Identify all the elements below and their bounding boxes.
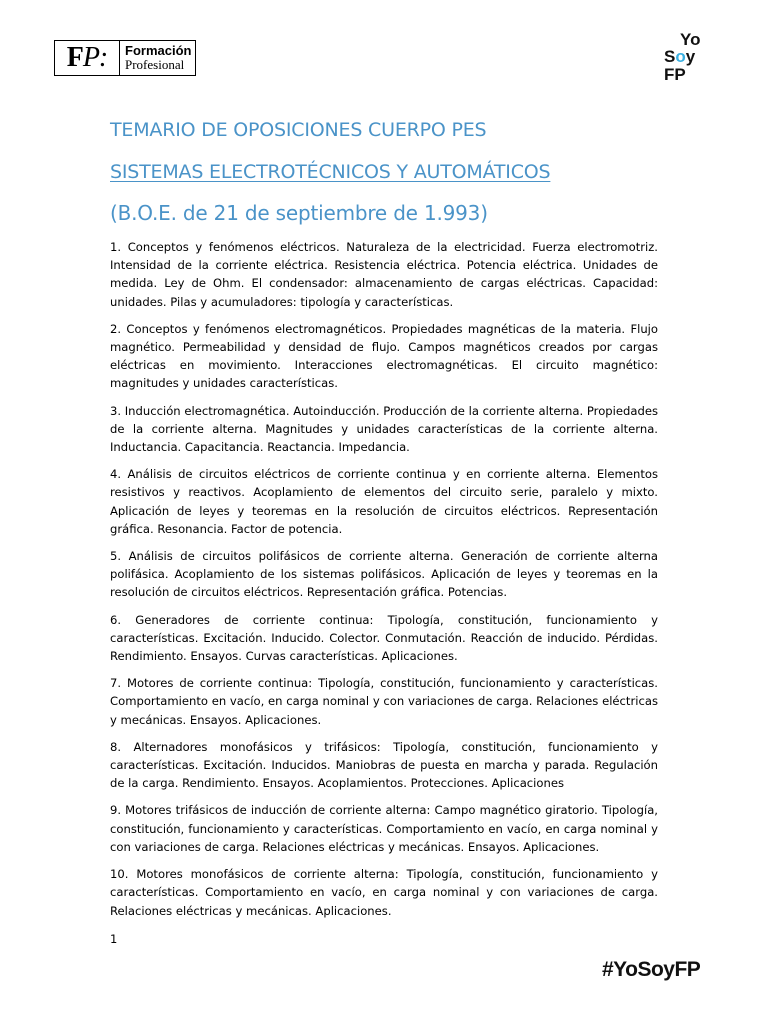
- topic-item: 1. Conceptos y fenómenos eléctricos. Naturaleza de la electricidad. Fuerza electromotriz. Intensidad de la corriente eléctrica. Resistencia eléctrica. Potencia eléctrica. Unidades de medida. Ley de Ohm. El condensador: almacenamiento de cargas eléctricas. Capacidad: unidades. Pilas y acumuladores: tipología y características.: [110, 240, 658, 309]
- topic-item: 6. Generadores de corriente continua: Tipología, constitución, funcionamiento y características. Excitación. Inducido. Colector. Conmutación. Reacción de inducido. Pérdidas. Rendimiento. Ensayos. Curvas características. Aplicaciones.: [110, 612, 658, 664]
- fp-logo-line2: Profesional: [125, 57, 185, 72]
- topic-item: 9. Motores trifásicos de inducción de corriente alterna: Campo magnético giratorio. Tipología, constitución, funcionamiento y características. Comportamiento en vacío, en carga nominal y con variaciones de carga. Relaciones eléctricas y mecánicas. Ensayos. Aplicaciones.: [110, 803, 658, 854]
- yosoyfp-logo-s: S: [664, 47, 676, 66]
- fp-logo-text: [120, 41, 195, 75]
- topic-item: 8. Alternadores monofásicos y trifásicos: Tipología, constitución, funcionamiento y características. Excitación. Inducidos. Maniobras de puesta en marcha y parada. Regulación de la carga. Rendimiento. Ensayos. Acoplamientos. Protecciones. Aplicaciones: [110, 739, 658, 791]
- topic-item: 4. Análisis de circuitos eléctricos de corriente continua y en corriente alterna. Elementos resistivos y reactivos. Acoplamiento de elementos del circuito serie, paralelo y mixto. Aplicación de leyes y teoremas en la resolución de circuitos eléctricos. Representación gráfica. Resonancia. Factor de potencia.: [110, 467, 658, 536]
- yosoyfp-logo: [664, 32, 716, 88]
- page-number: 1: [110, 932, 118, 946]
- document-boe-reference: (B.O.E. de 21 de septiembre de 1.993): [110, 201, 488, 225]
- fp-logo-mark-p: P:: [82, 42, 108, 73]
- formacion-profesional-logo: [54, 40, 196, 76]
- topic-item: 5. Análisis de circuitos polifásicos de corriente alterna. Generación de corriente alterna polifásica. Acoplamiento de los sistemas polifásicos. Aplicación de leyes y teoremas en la resolución de circuitos eléctricos. Representación gráfica. Potencias.: [110, 549, 658, 600]
- yosoyfp-logo-o: o: [675, 47, 686, 66]
- topics-list: [110, 238, 658, 929]
- yosoyfp-logo-line3: FP: [664, 65, 686, 84]
- document-subtitle: SISTEMAS ELECTROTÉCNICOS Y AUTOMÁTICOS: [110, 161, 551, 183]
- fp-logo-mark-f: F: [66, 42, 83, 73]
- fp-logo-line1: Formación: [125, 43, 192, 58]
- hashtag-footer: #YoSoyFP: [602, 958, 701, 981]
- yosoyfp-logo-line1: Yo: [680, 30, 701, 49]
- topic-item: 2. Conceptos y fenómenos electromagnéticos. Propiedades magnéticas de la materia. Flujo magnético. Permeabilidad y densidad de flujo. Campos magnéticos creados por cargas eléctricas en movimiento. Interacciones electromagnéticas. El circuito magnético: magnitudes y unidades características.: [110, 321, 658, 391]
- document-title: TEMARIO DE OPOSICIONES CUERPO PES: [110, 119, 487, 141]
- fp-logo-mark: [55, 41, 120, 75]
- topic-item: 3. Inducción electromagnética. Autoinducción. Producción de la corriente alterna. Propiedades de la corriente alterna. Magnitudes y unidades características de la corriente alterna. Inductancia. Capacitancia. Reactancia. Impedancia.: [110, 403, 658, 455]
- topic-item: 7. Motores de corriente continua: Tipología, constitución, funcionamiento y características. Comportamiento en vacío, en carga nominal y con variaciones de carga. Relaciones eléctricas y mecánicas. Ensayos. Aplicaciones.: [110, 676, 658, 727]
- yosoyfp-logo-line2: [664, 49, 695, 65]
- yosoyfp-logo-y: y: [685, 47, 696, 66]
- topic-item: 10. Motores monofásicos de corriente alterna: Tipología, constitución, funcionamiento y características. Comportamiento en vacío, en carga nominal y con variaciones de carga. Relaciones eléctricas y mecánicas. Aplicaciones.: [110, 867, 658, 918]
